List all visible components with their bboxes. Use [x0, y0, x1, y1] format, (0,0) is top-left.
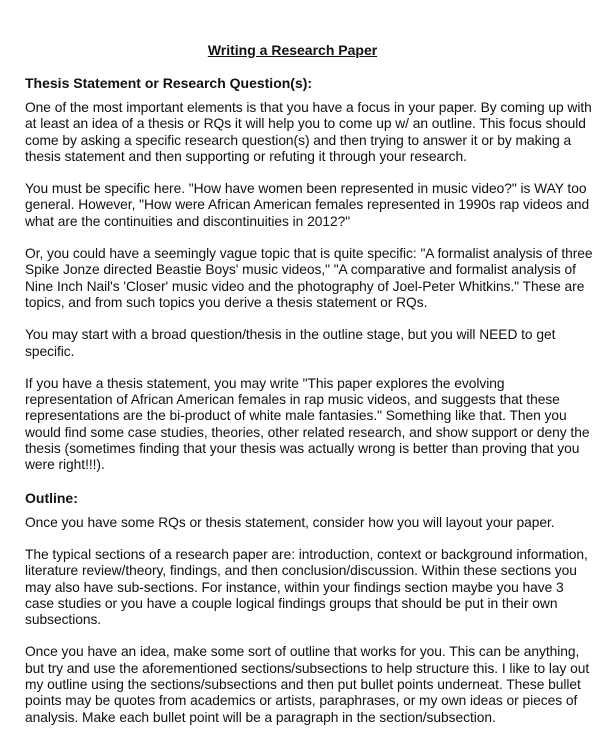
text-line: Or, you could have a seemingly vague topic that is quite specific: "A formalist analysis of three	[25, 246, 593, 262]
paragraph	[25, 327, 560, 360]
text-line: points may be quotes from academics or artists, paraphrases, or my own ideas or pieces of	[25, 693, 578, 709]
paragraph	[25, 546, 588, 628]
text-line: The typical sections of a research paper are: introduction, context or background information,	[25, 546, 588, 562]
text-line: case studies or you have a couple logical findings groups that should be put in their own	[25, 595, 558, 611]
text-line: thesis statement and then supporting or refuting it through your research.	[25, 148, 467, 164]
text-line: If you have a thesis statement, you may write "This paper explores the evolving	[25, 375, 505, 391]
paragraph	[25, 515, 560, 531]
text-line: may also have sub-sections. For instance, within your findings section maybe you have 3	[25, 579, 564, 595]
text-line: literature review/theory, findings, and then conclusion/discussion. Within these sections you	[25, 563, 577, 579]
text-line: Once you have some RQs or thesis statement, consider how you will layout your paper.	[25, 514, 555, 530]
section-heading-outline: Outline:	[25, 489, 78, 506]
text-line: what are the continuities and discontinuities in 2012?"	[25, 213, 351, 229]
text-line: You may start with a broad question/thesis in the outline stage, but you will NEED to get	[25, 327, 556, 343]
text-line: topics, and from such topics you derive a thesis statement or RQs.	[25, 294, 428, 310]
text-line: You must be specific here. "How have women been represented in music video?" is WAY too	[25, 181, 587, 197]
text-line: would find some case studies, theories, other related research, and show support or deny the	[25, 424, 590, 440]
text-line: specific.	[25, 343, 75, 359]
text-line: Spike Jonze directed Beastie Boys' music videos," "A comparative and formalist analysis of	[25, 262, 576, 278]
text-line: come by asking a specific research question(s) and then trying to answer it or by making a	[25, 132, 572, 148]
text-line: my outline using the sections/subsections and then put bullet points underneat. These bullet	[25, 677, 581, 693]
text-line: One of the most important elements is that you have a focus in your paper. By coming up with	[25, 100, 592, 115]
paragraph	[25, 644, 590, 725]
text-line: subsections.	[25, 612, 102, 628]
section-heading-thesis: Thesis Statement or Research Question(s):	[25, 75, 313, 91]
paragraph	[25, 246, 593, 311]
text-line: representations are the bi-product of white male fantasies." Something like that. Then you	[25, 408, 567, 424]
document-title: Writing a Research Paper	[207, 42, 378, 58]
text-line: but try and use the aforementioned sections/subsections to help structure this. I like to lay out	[25, 660, 590, 676]
text-line: Once you have an idea, make some sort of outline that works for you. This can be anything,	[25, 644, 580, 660]
text-line: general. However, "How were African American females represented in 1990s rap videos and	[25, 197, 590, 213]
text-line: Nine Inch Nail's 'Closer' music video and the photography of Joel-Peter Whitkins." These are	[25, 278, 585, 294]
text-line: representation of African American females in rap music videos, and suggests that these	[25, 392, 560, 408]
paragraph	[25, 375, 590, 474]
text-line: analysis. Make each bullet point will be a paragraph in the section/subsection.	[25, 709, 496, 725]
text-line: at least an idea of a thesis or RQs it will help you to come up w/ an outline. This focus should	[25, 116, 586, 132]
paragraph	[25, 100, 592, 165]
text-line: thesis (sometimes finding that your thesis was actually wrong is better than proving that you	[25, 441, 580, 457]
paragraph	[25, 181, 590, 230]
text-line: were right!!!).	[25, 457, 105, 473]
